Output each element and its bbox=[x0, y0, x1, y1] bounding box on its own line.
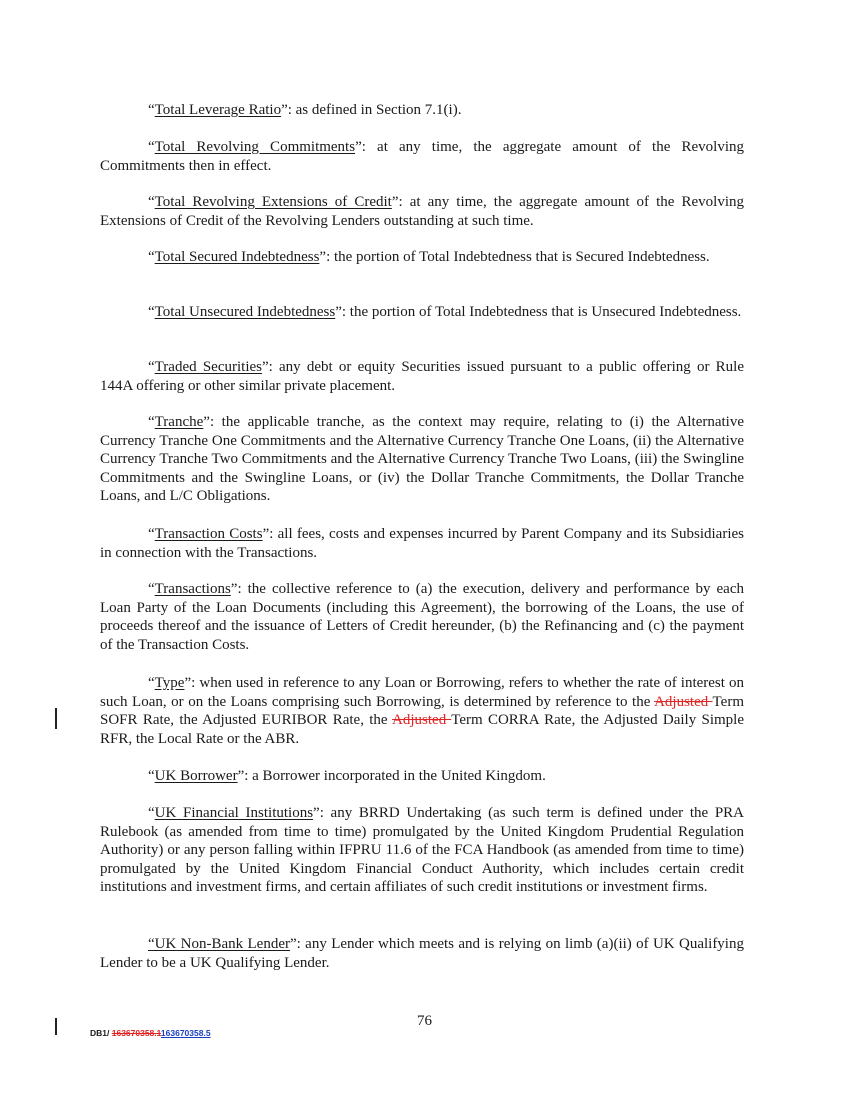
deleted-text: Adjusted bbox=[654, 693, 713, 710]
definition-traded-securities: “Traded Securities”: any debt or equity Securities issued pursuant to a public offering or Rule 144A offering or other similar private placement. bbox=[100, 359, 744, 394]
definition-uk-borrower: “UK Borrower”: a Borrower incorporated in the United Kingdom. bbox=[148, 768, 546, 784]
defined-term: Transactions bbox=[154, 581, 231, 597]
defined-term: Transaction Costs bbox=[154, 526, 263, 542]
deleted-doc-id: 163670358.1 bbox=[111, 1028, 161, 1038]
definition-total-revolving-commitments: “Total Revolving Commitments”: at any time, the aggregate amount of the Revolving Commitments then in effect. bbox=[100, 139, 744, 174]
footer-change-bar bbox=[55, 1018, 57, 1035]
defined-term: Total Revolving Extensions of Credit bbox=[154, 194, 392, 210]
defined-term: Total Secured Indebtedness bbox=[154, 249, 320, 265]
definition-total-unsecured-indebtedness: “Total Unsecured Indebtedness”: the portion of Total Indebtedness that is Unsecured Indebtedness. bbox=[148, 304, 742, 320]
definition-tranche: “Tranche”: the applicable tranche, as the context may require, relating to (i) the Alternative Currency Tranche One Commitments and the Alternative Currency Tranche One Loans, (ii) the Alternative Currency Tranche Two Commitments and the Alternative Currency Tranche Two Loans, (iii) the Swingline Commitments and the Swingline Loans, or (iv) the Dollar Tranche Commitments, the Dollar Tranche Loans, and L/C Obligations. bbox=[100, 414, 744, 505]
defined-term: UK Borrower bbox=[154, 768, 238, 784]
definition-uk-financial-institutions: “UK Financial Institutions”: any BRRD Undertaking (as such term is defined under the PRA Rulebook (as amended from time to time) promulgated by the United Kingdom Prudential Regulation Authority) or any person falling within IFPRU 11.6 of the FCA Handbook (as amended from time to time) promulgated by the United Kingdom Financial Conduct Authority, which includes certain credit institutions and investment firms, and certain affiliates of such credit institutions or investment firms. bbox=[100, 805, 745, 896]
definition-total-secured-indebtedness: “Total Secured Indebtedness”: the portion of Total Indebtedness that is Secured Indebtedness. bbox=[148, 249, 710, 265]
definition-type: “Type”: when used in reference to any Loan or Borrowing, refers to whether the rate of interest on such Loan, or on the Loans comprising such Borrowing, is determined by reference to the Adjusted Term SOFR Rate, the Adjusted EURIBOR Rate, the Adjusted Term CORRA Rate, the Adjusted Daily Simple RFR, the Local Rate or the ABR. bbox=[100, 675, 744, 747]
defined-term: Total Leverage Ratio bbox=[154, 102, 282, 118]
document-id: DB1/ 163670358.1163670358.5 bbox=[90, 1028, 211, 1038]
defined-term: Type bbox=[154, 675, 185, 691]
defined-term: UK Financial Institutions bbox=[154, 805, 314, 821]
definition-total-leverage-ratio: “Total Leverage Ratio”: as defined in Section 7.1(i). bbox=[148, 102, 462, 118]
defined-term: Tranche bbox=[154, 414, 204, 430]
inserted-doc-id: 163670358.5 bbox=[160, 1028, 211, 1038]
defined-term: Total Revolving Commitments bbox=[154, 139, 356, 155]
definition-total-revolving-extensions-of-credit: “Total Revolving Extensions of Credit”: at any time, the aggregate amount of the Revolving Extensions of Credit of the Revolving Lenders outstanding at such time. bbox=[100, 194, 744, 229]
definition-uk-non-bank-lender: “UK Non-Bank Lender”: any Lender which meets and is relying on limb (a)(ii) of UK Qualifying Lender to be a UK Qualifying Lender. bbox=[100, 936, 744, 971]
definition-transaction-costs: “Transaction Costs”: all fees, costs and expenses incurred by Parent Company and its Subsidiaries in connection with the Transactions. bbox=[100, 526, 744, 561]
defined-term: “UK Non-Bank Lender bbox=[148, 936, 290, 952]
deleted-text: Adjusted bbox=[392, 712, 452, 729]
definition-transactions: “Transactions”: the collective reference to (a) the execution, delivery and performance by each Loan Party of the Loan Documents (including this Agreement), the borrowing of the Loans, the use of proceeds thereof and the issuance of Letters of Credit hereunder, (b) the Refinancing and (c) the payment of the Transaction Costs. bbox=[100, 581, 744, 653]
revision-change-bar bbox=[55, 708, 57, 729]
page-number: 76 bbox=[417, 1013, 432, 1029]
defined-term: Traded Securities bbox=[154, 359, 262, 375]
defined-term: Total Unsecured Indebtedness bbox=[154, 304, 336, 320]
